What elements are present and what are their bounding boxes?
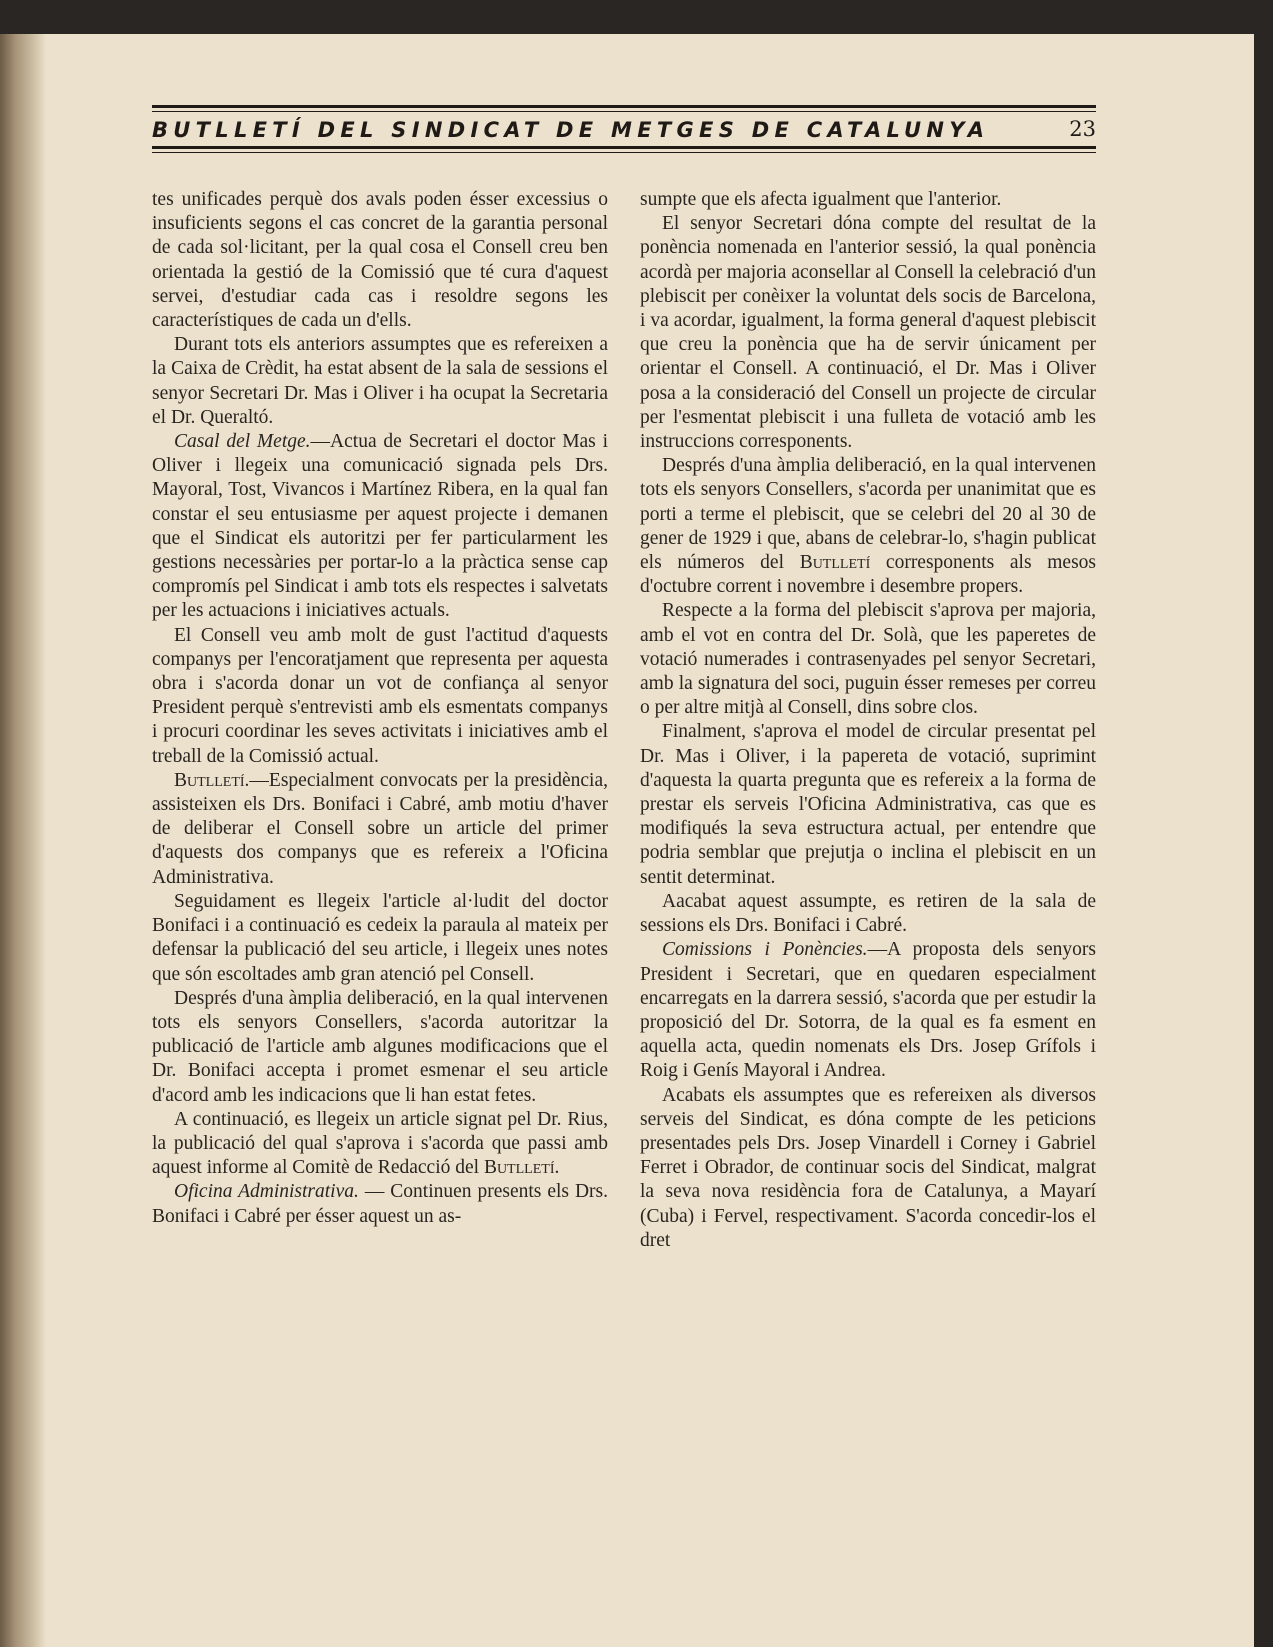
journal-name: Butlletí: [483, 1157, 555, 1179]
paragraph: Finalment, s'aprova el model de circular presentat pel Dr. Mas i Oliver, i la papereta de votació, suprimint d'aquesta la quarta pregunta que es refereix a la forma de prestar els serveis l'Oficina Administrativa, cas que es modifiqués la seva estructura actual, per entendre que podria semblar que prejutja o inclina el plebiscit en un sentit determinat.: [640, 721, 1096, 888]
paragraph: Després d'una àmplia deliberació, en la qual intervenen tots els senyors Consellers, s'acorda autoritzar la publicació de l'article amb algunes modificacions que el Dr. Bonifaci accepta i promet esmenar el seu article d'acord amb les indicacions que li han estat fetes.: [152, 987, 608, 1106]
section-heading: Butlletí.: [174, 769, 250, 791]
header-rule-top-thin: [152, 111, 1096, 112]
paragraph: sumpte que els afecta igualment que l'anterior.: [640, 189, 1002, 210]
section-heading: Casal del Metge.: [174, 431, 311, 453]
paragraph: Durant tots els anteriors assumptes que es refereixen a la Caixa de Crèdit, ha estat absent de la sala de sessions el senyor Secretari Dr. Mas i Oliver i ha ocupat la Secretaria el Dr. Queraltó.: [152, 334, 608, 428]
paragraph-text: —Actua de Secretari el doctor Mas i Oliver i llegeix una comunicació signada pels Drs. Mayoral, Tost, Vivancos i Martínez Ribera, en la qual fan constar el seu entusiasme per aquest projecte i demanen que el Sindicat els autoritzi per fer particularment les gestions necessàries per portar-lo a la pràctica sense cap compromís pel Sindicat i amb tots els respectes i salvetats per les actuacions i iniciatives actuals.: [152, 431, 608, 622]
paragraph: tes unificades perquè dos avals poden ésser excessius o insuficients segons el cas concret de la garantia personal de cada sol·licitant, per la qual cosa el Consell creu ben orientada la gestió de la Comissió que té cura d'aquest servei, d'estudiar cada cas i resoldre segons les característiques de cada un d'ells.: [152, 189, 608, 332]
header-rule-bottom-thin: [152, 152, 1096, 153]
left-column: [152, 188, 608, 1229]
paragraph: El Consell veu amb molt de gust l'actitud d'aquests companys per l'encoratjament que representa per aquesta obra i s'acorda donar un vot de confiança al senyor President perquè s'entrevisti amb els esmentats companys i procuri coordinar les seves activitats i iniciatives amb el treball de la Comissió actual.: [152, 624, 608, 767]
paragraph: [152, 1180, 608, 1228]
paragraph-text-end: .: [554, 1157, 560, 1179]
header-rule-bottom: [152, 146, 1096, 149]
header-rule-top: [152, 105, 1096, 108]
paragraph-text-end: corresponents als mesos d'octubre corrent i novembre i desembre propers.: [640, 552, 1096, 598]
paragraph: [640, 454, 1096, 599]
paragraph-text: —A proposta dels senyors President i Secretari, que en quedaren especialment encarregats en la darrera sessió, s'acorda que per estudir la proposició del Dr. Sotorra, de la qual es fa esment en aquella acta, quedin nomenats els Drs. Josep Grífols i Roig i Genís Mayoral i Andrea.: [640, 939, 1096, 1082]
paragraph-text: A continuació, es llegeix un article signat pel Dr. Rius, la publicació del qual s'aprova i s'acorda que passi amb aquest informe al Comitè de Redacció del: [152, 1108, 608, 1179]
paragraph: Seguidament es llegeix l'article al·ludit del doctor Bonifaci i a continuació es cedeix la paraula al mateix per defensar la publicació del seu article, i llegeix unes notes que són escoltades amb gran atenció pel Consell.: [152, 890, 608, 985]
paragraph-text: —Especialment convocats per la presidència, assisteixen els Drs. Bonifaci i Cabré, amb motiu d'haver de deliberar el Consell sobre un article del primer d'aquests dos companys que es refereix a l'Oficina Administrativa.: [152, 769, 608, 888]
paragraph-text: — Continuen presents els Drs. Bonifaci i Cabré per ésser aquest un as-: [152, 1181, 608, 1227]
book-spine-shadow: [0, 34, 46, 1647]
paragraph: [152, 1108, 608, 1181]
paragraph: Respecte a la forma del plebiscit s'aprova per majoria, amb el vot en contra del Dr. Solà, que les paperetes de votació numerades i contrasenyades pel senyor Secretari, amb la signatura del soci, puguin ésser remeses per correu o per altre mitjà al Consell, dins sobre clos.: [640, 600, 1096, 719]
paragraph: [152, 430, 608, 624]
paragraph: Acabats els assumptes que es refereixen als diversos serveis del Sindicat, es dóna compte de les peticions presentades pels Drs. Josep Vinardell i Corney i Gabriel Ferret i Obrador, de continuar socis del Sindicat, malgrat la seva nova residència fora de Catalunya, a Mayarí (Cuba) i Fervel, respectivament. S'acorda concedir-los el dret: [640, 1084, 1096, 1251]
paragraph: [152, 769, 608, 890]
journal-title: BUTLLETÍ DEL SINDICAT DE METGES DE CATALUNYA: [152, 118, 990, 142]
paragraph: Aacabat aquest assumpte, es retiren de la sala de sessions els Drs. Bonifaci i Cabré.: [640, 890, 1096, 937]
paragraph-text: Després d'una àmplia deliberació, en la qual intervenen tots els senyors Consellers, s'acorda per unanimitat que es porti a terme el plebiscit, que se celebri del 20 al 30 de gener de 1929 i que, abans de celebrar-lo, s'hagin publicat els números del: [640, 455, 1096, 574]
right-column: [640, 188, 1096, 1253]
page-number: 23: [1069, 117, 1096, 141]
journal-name: Butlletí: [799, 552, 871, 574]
paragraph: [640, 938, 1096, 1083]
section-heading: Comissions i Ponències.: [662, 939, 868, 961]
section-heading: Oficina Administrativa.: [174, 1181, 359, 1203]
paragraph: El senyor Secretari dóna compte del resultat de la ponència nomenada en l'anterior sessió, la qual ponència acordà per majoria aconsellar al Consell la celebració d'un plebiscit per conèixer la voluntat dels socis de Barcelona, i va acordar, igualment, la forma general d'aquest plebiscit que creu la ponència que ha de servir únicament per orientar el Consell. A continuació, el Dr. Mas i Oliver posa a la consideració del Consell un projecte de circular per l'esmentat plebiscit i una fulleta de votació amb les instruccions corresponents.: [640, 213, 1096, 453]
running-head: [152, 105, 1096, 157]
